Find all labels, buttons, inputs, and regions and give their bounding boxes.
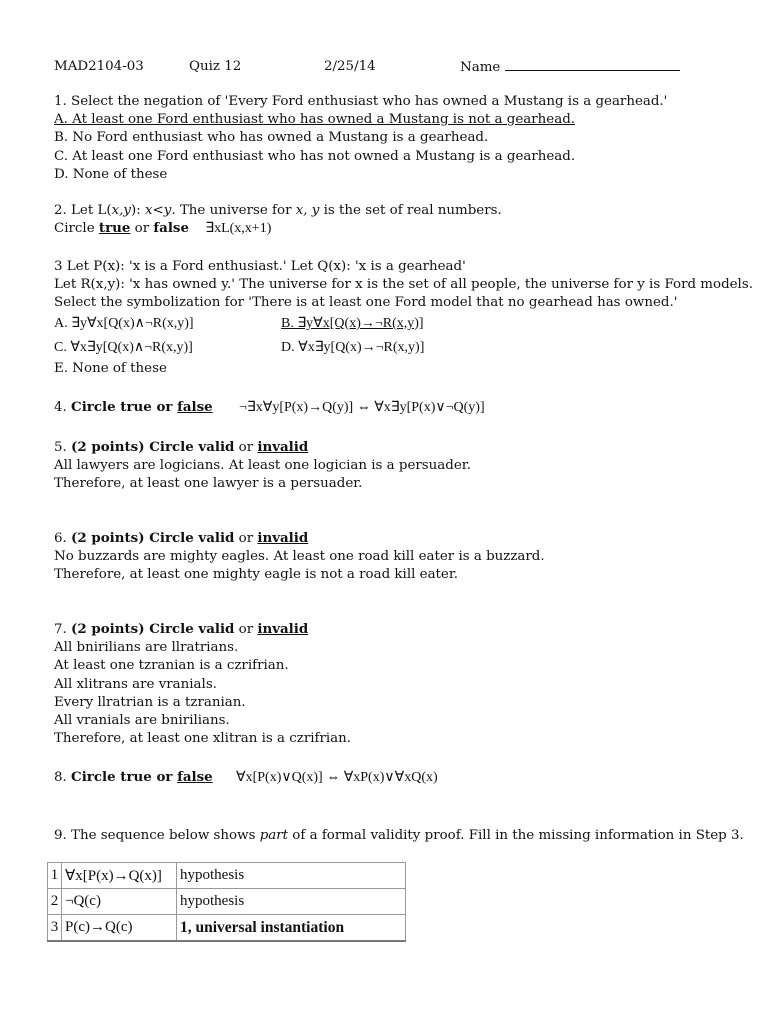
q1-option-d[interactable]: D. None of these bbox=[54, 167, 168, 182]
q7-premise-1: All bnirilians are llratrians. bbox=[54, 640, 239, 655]
q7-header: 7. (2 points) Circle valid or invalid bbox=[54, 621, 309, 637]
q3-option-d[interactable]: D. ∀x∃y[Q(x)→¬R(x,y)] bbox=[281, 340, 425, 355]
quiz-date: 2/25/14 bbox=[324, 59, 376, 74]
q6-header: 6. (2 points) Circle valid or invalid bbox=[54, 530, 309, 546]
q1-option-c[interactable]: C. At least one Ford enthusiast who has not owned a Mustang is a gearhead. bbox=[54, 149, 576, 164]
step-reason-answer[interactable]: 1, universal instantiation bbox=[177, 915, 406, 942]
q7-conclusion: Therefore, at least one xlitran is a czrifrian. bbox=[54, 731, 352, 746]
q6-invalid-choice[interactable]: invalid bbox=[257, 530, 309, 546]
step-reason: hypothesis bbox=[177, 889, 406, 915]
q5-conclusion: Therefore, at least one lawyer is a persuader. bbox=[54, 476, 363, 491]
q2-false-choice[interactable]: false bbox=[153, 220, 189, 236]
step-formula: ¬Q(c) bbox=[62, 889, 177, 915]
proof-table bbox=[47, 862, 406, 942]
q2-formula: ∃xL(x,x+1) bbox=[205, 221, 272, 236]
q7-valid-choice[interactable]: valid bbox=[198, 621, 235, 637]
q5-premises: All lawyers are logicians. At least one logician is a persuader. bbox=[54, 458, 471, 473]
q8-formula: ∀x[P(x)∨Q(x)] ⇔ ∀xP(x)∨∀xQ(x) bbox=[236, 770, 438, 785]
q4-line: 4. Circle true or false bbox=[54, 399, 213, 415]
q3-option-a[interactable]: A. ∃y∀x[Q(x)∧¬R(x,y)] bbox=[54, 316, 194, 331]
q1-stem: 1. Select the negation of 'Every Ford enthusiast who has owned a Mustang is a gearhead.' bbox=[54, 94, 668, 109]
q3-line2: Let R(x,y): 'x has owned y.' The universe for x is the set of all people, the universe for y is Ford models. bbox=[54, 277, 753, 292]
q8-true-choice[interactable]: true bbox=[120, 769, 152, 785]
q7-invalid-choice[interactable]: invalid bbox=[257, 621, 309, 637]
step-number: 3 bbox=[48, 915, 62, 942]
q7-premise-5: All vranials are bnirilians. bbox=[54, 713, 230, 728]
step-number: 1 bbox=[48, 863, 62, 889]
q1-option-a[interactable]: A. At least one Ford enthusiast who has owned a Mustang is not a gearhead. bbox=[54, 112, 576, 127]
q3-option-e[interactable]: E. None of these bbox=[54, 361, 167, 376]
q5-valid-choice[interactable]: valid bbox=[198, 439, 235, 455]
q3-line1: 3 Let P(x): 'x is a Ford enthusiast.' Let Q(x): 'x is a gearhead' bbox=[54, 259, 466, 274]
course-code: MAD2104-03 bbox=[54, 59, 144, 74]
q3-line3: Select the symbolization for 'There is at least one Ford model that no gearhead has owned.' bbox=[54, 295, 678, 310]
q7-premise-4: Every llratrian is a tzranian. bbox=[54, 695, 246, 710]
q5-header: 5. (2 points) Circle valid or invalid bbox=[54, 439, 309, 455]
step-formula: P(c)→Q(c) bbox=[62, 915, 177, 942]
q8-line: 8. Circle true or false bbox=[54, 769, 213, 785]
q4-false-choice[interactable]: false bbox=[177, 399, 213, 415]
q7-premise-3: All xlitrans are vranials. bbox=[54, 677, 217, 692]
q8-false-choice[interactable]: false bbox=[177, 769, 213, 785]
q6-valid-choice[interactable]: valid bbox=[198, 530, 235, 546]
q4-true-choice[interactable]: true bbox=[120, 399, 152, 415]
step-reason: hypothesis bbox=[177, 863, 406, 889]
q7-premise-2: At least one tzranian is a czrifrian. bbox=[54, 658, 289, 673]
name-field[interactable] bbox=[460, 58, 680, 76]
q6-conclusion: Therefore, at least one mighty eagle is not a road kill eater. bbox=[54, 567, 459, 582]
q9-stem: 9. The sequence below shows part of a formal validity proof. Fill in the missing information in Step 3. bbox=[54, 828, 744, 843]
q1-option-b[interactable]: B. No Ford enthusiast who has owned a Mustang is a gearhead. bbox=[54, 130, 489, 145]
q3-option-c[interactable]: C. ∀x∃y[Q(x)∧¬R(x,y)] bbox=[54, 340, 193, 355]
q3-option-b[interactable]: B. ∃y∀x[Q(x)→¬R(x,y)] bbox=[281, 316, 424, 331]
step-number: 2 bbox=[48, 889, 62, 915]
q6-premises: No buzzards are mighty eagles. At least one road kill eater is a buzzard. bbox=[54, 549, 545, 564]
q4-formula: ¬∃x∀y[P(x)→Q(y)] ⇔ ∀x∃y[P(x)∨¬Q(y)] bbox=[239, 400, 485, 415]
quiz-number: Quiz 12 bbox=[189, 59, 242, 74]
q2-answer-line: Circle true or false ∃xL(x,x+1) bbox=[54, 220, 272, 236]
proof-row bbox=[48, 889, 406, 915]
step-formula: ∀x[P(x)→Q(x)] bbox=[62, 863, 177, 889]
name-label: Name bbox=[460, 60, 501, 75]
q2-true-choice[interactable]: true bbox=[98, 220, 131, 236]
q2-stem: 2. Let L(x,y): x<y. The universe for x, y is the set of real numbers. bbox=[54, 203, 502, 218]
proof-row bbox=[48, 915, 406, 942]
proof-row bbox=[48, 863, 406, 889]
q5-invalid-choice[interactable]: invalid bbox=[257, 439, 309, 455]
name-blank[interactable] bbox=[505, 58, 680, 71]
